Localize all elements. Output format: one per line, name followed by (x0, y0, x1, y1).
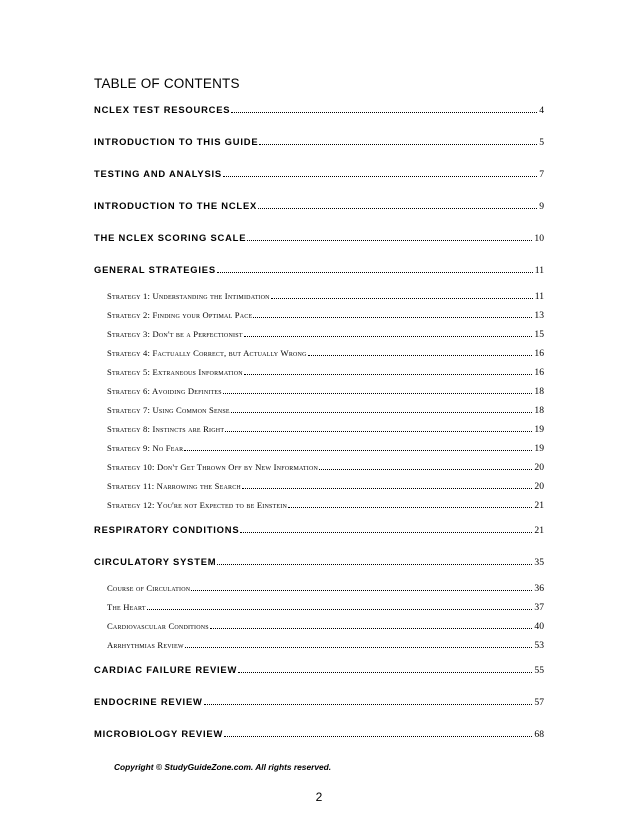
toc-subentry[interactable] (107, 621, 544, 632)
toc-subentry[interactable] (107, 348, 544, 359)
toc-entry-label: RESPIRATORY CONDITIONS (94, 524, 240, 535)
toc-page-number: 11 (534, 265, 544, 276)
toc-entry-label: Strategy 7: Using Common Sense (107, 405, 230, 415)
toc-subentry[interactable] (107, 481, 544, 492)
dot-leader (204, 703, 533, 705)
dot-leader (259, 143, 537, 145)
toc-entry[interactable] (94, 664, 544, 676)
toc-page-number: 20 (534, 462, 544, 473)
toc-page-number: 16 (534, 367, 544, 378)
toc-page-number: 11 (534, 291, 544, 302)
toc-entry-label: Strategy 5: Extraneous Information (107, 367, 243, 377)
toc-page-number: 19 (534, 443, 544, 454)
toc-subentry[interactable] (107, 424, 544, 435)
toc-entry-label: INTRODUCTION TO THIS GUIDE (94, 136, 259, 147)
toc-entry-label: Strategy 12: You're not Expected to be Einstein (107, 500, 288, 510)
toc-entry-label: Arrhythmias Review (107, 640, 184, 650)
dot-leader (217, 271, 533, 273)
toc-page-number: 18 (534, 405, 544, 416)
toc-subentry[interactable] (107, 367, 544, 378)
toc-page-number: 20 (534, 481, 544, 492)
toc-entry-label: THE NCLEX SCORING SCALE (94, 232, 247, 243)
toc-subentry[interactable] (107, 500, 544, 511)
dot-leader (210, 627, 533, 629)
dot-leader (217, 563, 532, 565)
toc-page-number: 36 (534, 583, 544, 594)
toc-entry-label: The Heart (107, 602, 146, 612)
page-number: 2 (315, 790, 323, 804)
toc-entry-label: Strategy 1: Understanding the Intimidation (107, 291, 270, 301)
toc-subentry[interactable] (107, 583, 544, 594)
toc-page-number: 5 (539, 137, 544, 148)
toc-entry[interactable] (94, 104, 544, 116)
dot-leader (247, 239, 532, 241)
toc-page-number: 53 (534, 640, 544, 651)
toc-subentry[interactable] (107, 386, 544, 397)
toc-subentry[interactable] (107, 462, 544, 473)
toc-page-number: 4 (539, 105, 544, 116)
toc-page-number: 13 (534, 310, 544, 321)
dot-leader (308, 354, 533, 356)
toc-page-number: 10 (534, 233, 544, 244)
toc-entry[interactable] (94, 556, 544, 568)
toc-page-number: 7 (539, 169, 544, 180)
toc-entry-label: MICROBIOLOGY REVIEW (94, 728, 224, 739)
toc-title: TABLE OF CONTENTS (94, 76, 240, 91)
toc-subentry[interactable] (107, 310, 544, 321)
toc-subentry[interactable] (107, 640, 544, 651)
toc-entry-label: Strategy 8: Instincts are Right (107, 424, 225, 434)
toc-entry[interactable] (94, 696, 544, 708)
toc-entry[interactable] (94, 136, 544, 148)
dot-leader (223, 392, 533, 394)
toc-entry-label: TESTING AND ANALYSIS (94, 168, 222, 179)
toc-entry-label: Cardiovascular Conditions (107, 621, 209, 631)
toc-subentry[interactable] (107, 602, 544, 613)
toc-entry[interactable] (94, 168, 544, 180)
toc-subentry[interactable] (107, 291, 544, 302)
toc-subentry[interactable] (107, 443, 544, 454)
toc-entry[interactable] (94, 524, 544, 536)
dot-leader (253, 316, 532, 318)
toc-page-number: 40 (534, 621, 544, 632)
dot-leader (231, 411, 533, 413)
dot-leader (244, 335, 533, 337)
toc-entry-label: Strategy 4: Factually Correct, but Actually Wrong (107, 348, 307, 358)
toc-page-number: 9 (539, 201, 544, 212)
toc-page-number: 55 (534, 665, 544, 676)
toc-page-number: 21 (534, 525, 544, 536)
toc-page-number: 19 (534, 424, 544, 435)
copyright-notice: Copyright © StudyGuideZone.com. All rights reserved. (114, 762, 332, 772)
toc-page-number: 18 (534, 386, 544, 397)
toc-entry-label: Strategy 2: Finding your Optimal Pace (107, 310, 253, 320)
dot-leader (147, 608, 533, 610)
dot-leader (238, 671, 532, 673)
dot-leader (231, 111, 537, 113)
dot-leader (191, 589, 532, 591)
toc-entry-label: NCLEX TEST RESOURCES (94, 104, 231, 115)
toc-subentry[interactable] (107, 329, 544, 340)
toc-entry-label: CARDIAC FAILURE REVIEW (94, 664, 238, 675)
toc-subentry[interactable] (107, 405, 544, 416)
dot-leader (240, 531, 532, 533)
toc-entry-label: Strategy 6: Avoiding Definites (107, 386, 222, 396)
toc-entry[interactable] (94, 232, 544, 244)
toc-page-number: 37 (534, 602, 544, 613)
toc-entry-label: Strategy 11: Narrowing the Search (107, 481, 241, 491)
dot-leader (271, 297, 533, 299)
toc-page-number: 16 (534, 348, 544, 359)
dot-leader (185, 646, 533, 648)
dot-leader (258, 207, 537, 209)
dot-leader (225, 430, 532, 432)
toc-entry-label: GENERAL STRATEGIES (94, 264, 216, 275)
toc-entry[interactable] (94, 728, 544, 740)
toc-page-number: 15 (534, 329, 544, 340)
toc-page-number: 35 (534, 557, 544, 568)
dot-leader (223, 175, 537, 177)
dot-leader (319, 468, 532, 470)
dot-leader (288, 506, 532, 508)
toc-entry[interactable] (94, 200, 544, 212)
toc-entry-label: CIRCULATORY SYSTEM (94, 556, 217, 567)
toc-entry-label: Strategy 9: No Fear (107, 443, 184, 453)
toc-page-number: 57 (534, 697, 544, 708)
toc-entry[interactable] (94, 264, 544, 276)
toc-page-number: 68 (534, 729, 544, 740)
toc-entry-label: ENDOCRINE REVIEW (94, 696, 203, 707)
toc-entry-label: INTRODUCTION TO THE NCLEX (94, 200, 258, 211)
toc-page-number: 21 (534, 500, 544, 511)
toc-entry-label: Strategy 10: Don't Get Thrown Off by New Information (107, 462, 319, 472)
toc-entry-label: Course of Circulation (107, 583, 191, 593)
dot-leader (244, 373, 533, 375)
toc-entry-label: Strategy 3: Don't be a Perfectionist (107, 329, 243, 339)
dot-leader (242, 487, 532, 489)
dot-leader (224, 735, 532, 737)
dot-leader (184, 449, 532, 451)
